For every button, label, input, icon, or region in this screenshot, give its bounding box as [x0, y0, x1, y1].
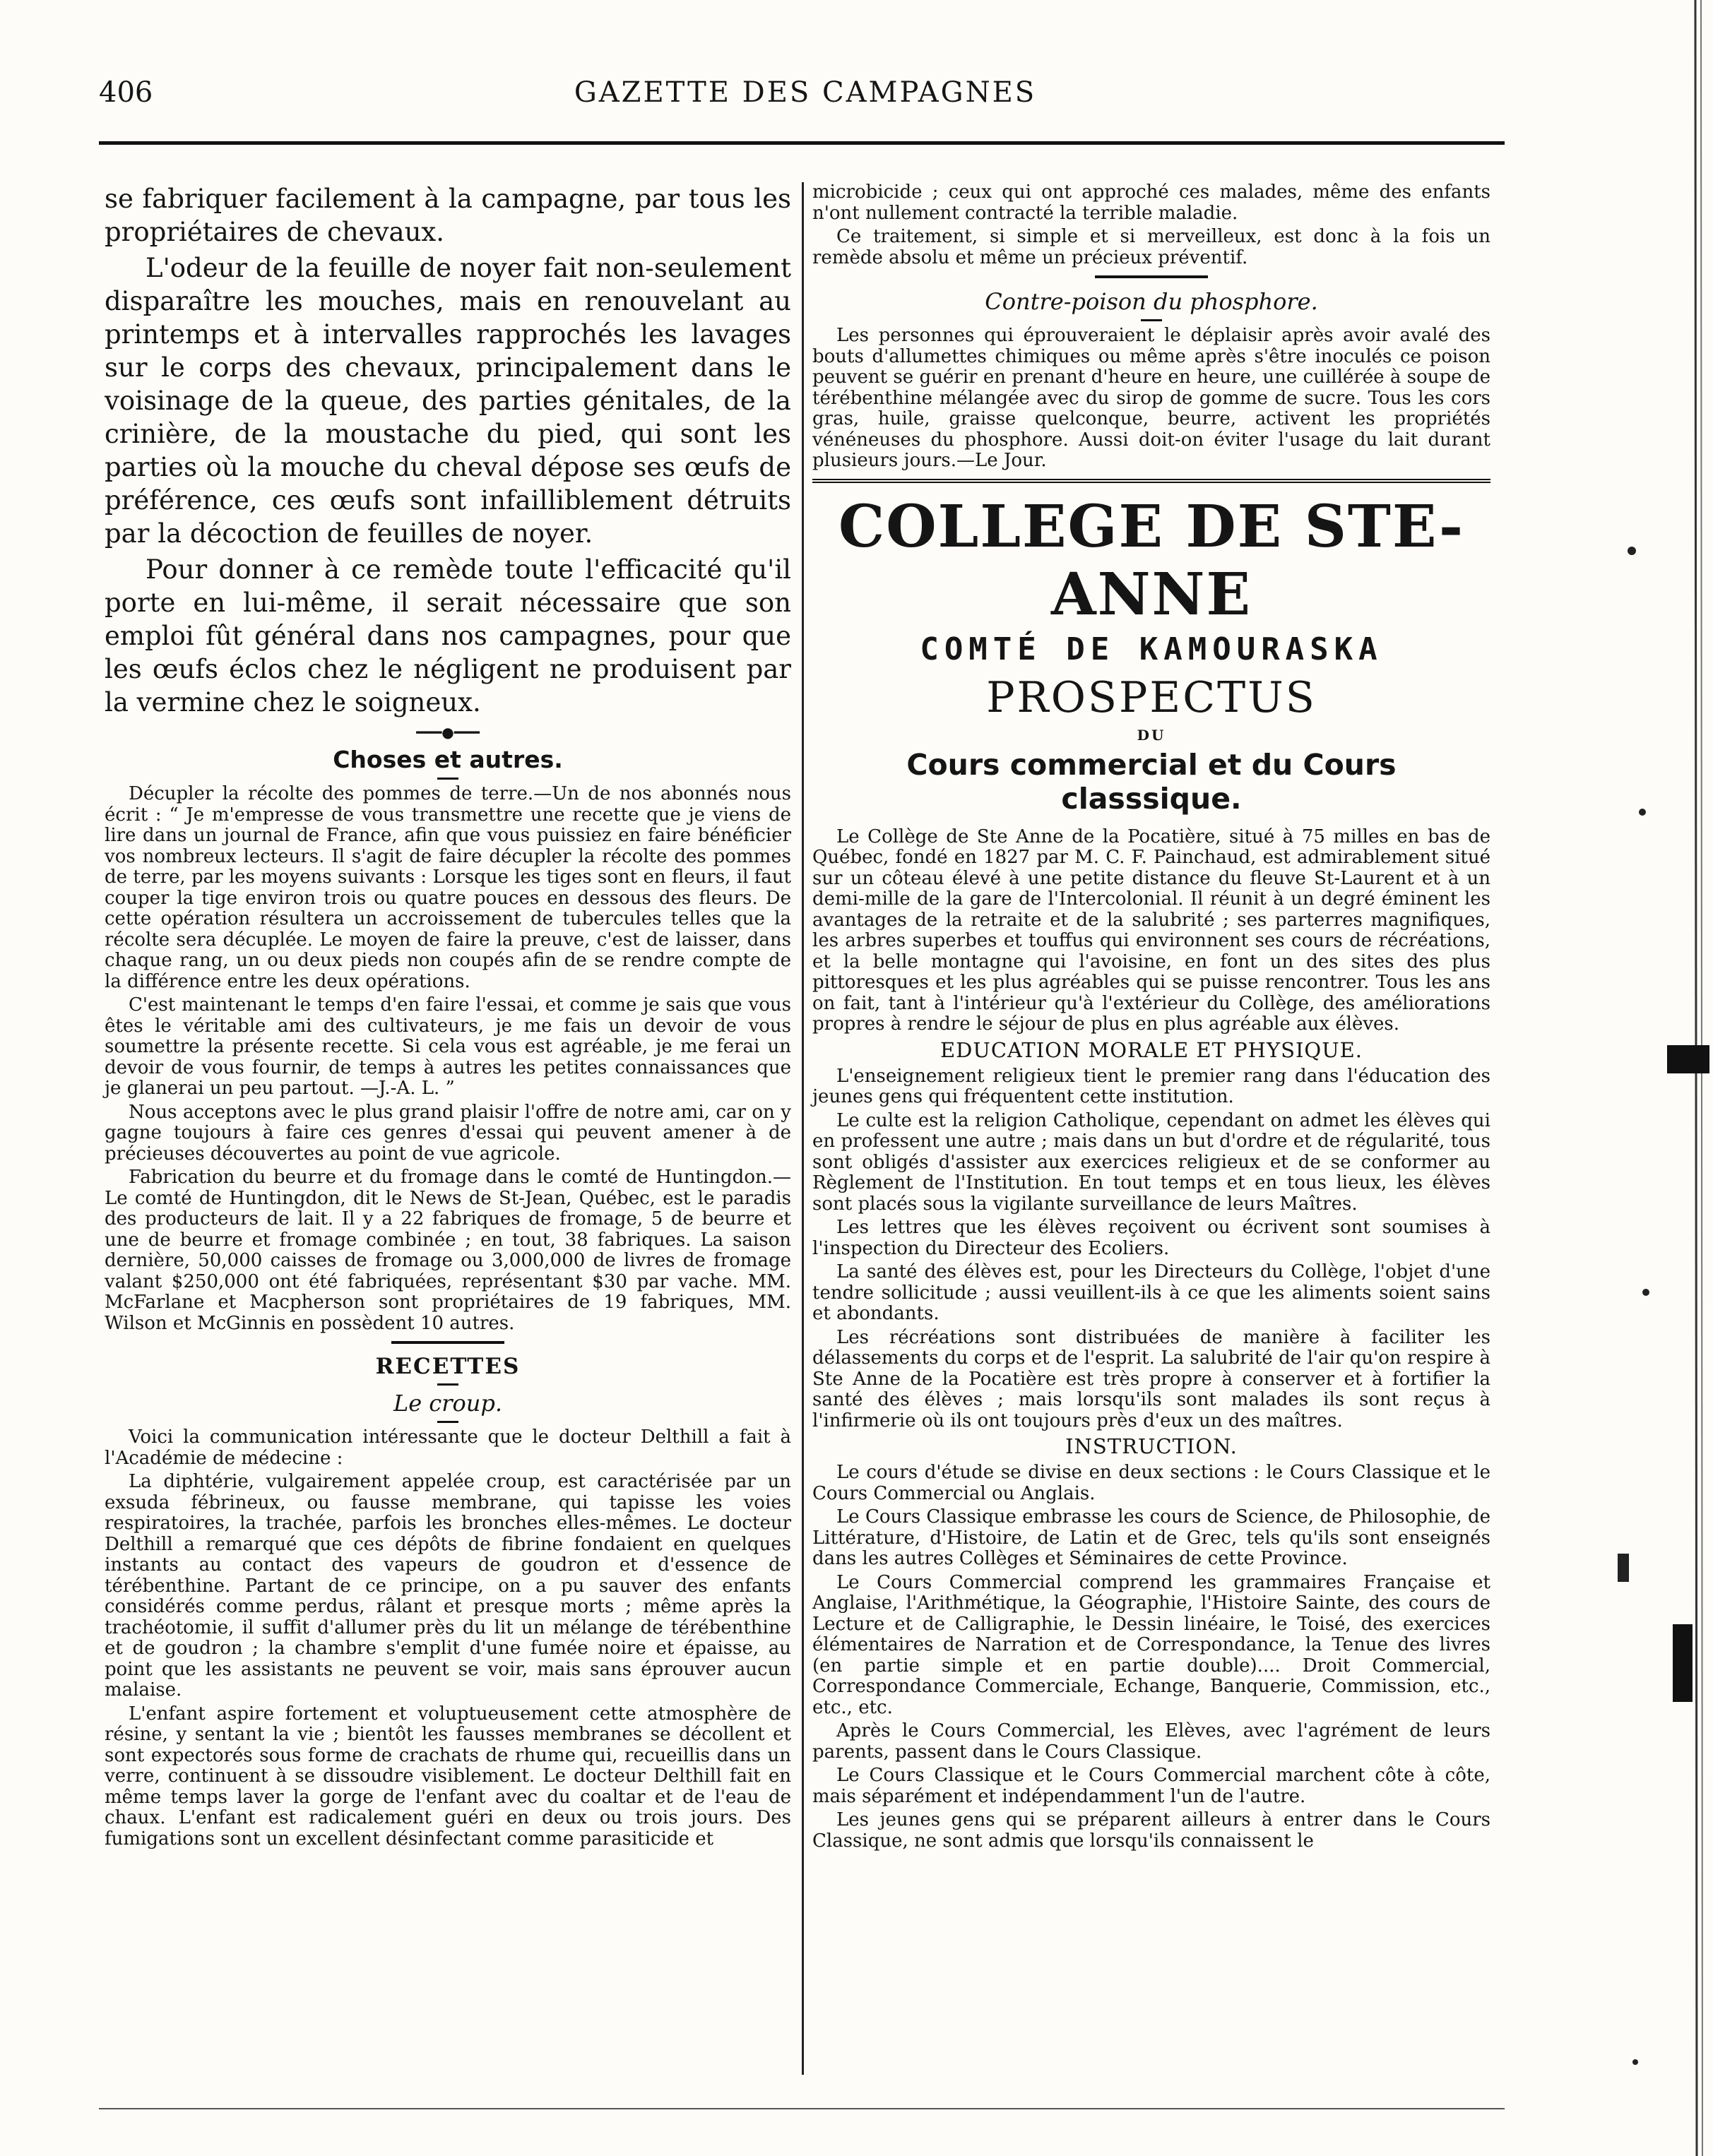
left-column — [105, 182, 791, 1852]
page-number: 406 — [99, 76, 153, 109]
footer-rule — [99, 2108, 1505, 2109]
article-paragraph: C'est maintenant le temps d'en faire l'essai, et comme je sais que vous êtes le véritable ami des cultivateurs, je me fais un devoir de vous soumettre la présente recette. Si cela vous est agréable, je me ferai un devoir de vous fournir, de temps à autres les petites connaissances que je glanerai un peu partout. —J.-A. L. ” — [105, 994, 791, 1099]
article-paragraph: Le culte est la religion Catholique, cependant on admet les élèves qui en professent une autre ; mais dans un but d'ordre et de régularité, tous sont obligés d'assister aux exercices religieux et de se conformer au Règlement de l'Institution. En tout temps et en tous lieux, les élèves sont placés sous la vigilante surveillance de leurs Maîtres. — [812, 1109, 1490, 1215]
article-paragraph: Après le Cours Commercial, les Elèves, avec l'agrément de leurs parents, passent dans le Cours Classique. — [812, 1720, 1490, 1763]
article-paragraph: se fabriquer facilement à la campagne, par tous les propriétaires de chevaux. — [105, 184, 791, 247]
heading-dash — [437, 1383, 458, 1386]
article-paragraph: Nous acceptons avec le plus grand plaisir l'offre de notre ami, car on y gagne toujours à faire ces genres d'essai qui peuvent amener à de précieuses découvertes au point de vue agricole. — [105, 1101, 791, 1165]
advert-du: DU — [1137, 726, 1166, 744]
advert-prospectus: PROSPECTUS — [986, 672, 1317, 722]
section-rule — [1095, 275, 1208, 278]
article-paragraph: Les récréations sont distribuées de manière à faciliter les délassements du corps et de l'esprit. La salubrité de l'air qu'on respire à Ste Anne de la Pocatière est très propre à conserver et à fortifier la santé des élèves ; mais lorsqu'ils sont malades ils sont reçus à l'infirmerie où ils ont toujours près d'eux un des maîtres. — [812, 1326, 1490, 1431]
right-column — [812, 182, 1490, 1854]
advert-subtitle: Cours commercial et du Cours classsique. — [906, 747, 1397, 816]
article-paragraph: Les personnes qui éprouveraient le déplaisir après avoir avalé des bouts d'allumettes chimiques ou même après s'être inoculés ce poison peuvent se guérir en prenant d'heure en heure, une cuillérée à soupe de térébenthine mélangée avec du sirop de gomme de sucre. Tous les cors gras, huile, graisse quelconque, beurre, activent les propriétés vénéneuses du phosphore. Aussi doit-on éviter l'usage du lait durant plusieurs jours.—Le Jour. — [812, 325, 1490, 471]
article-paragraph: La diphtérie, vulgairement appelée croup, est caractérisée par un exsuda fébrineux, ou fausse membrane, qui tapisse les voies respiratoires, la trachée, parfois les bronches elles-mêmes. Le docteur Delthill a remarqué que ces dépôts de fibrine fondaient en quelques instants au contact des vapeurs de goudron et d'essence de térébenthine. Partant de ce principe, on a pu sauver des enfants considérés comme perdus, râlant et presque morts ; même après la trachéotomie, il suffit d'allumer près du lit un mélange de térébenthine et de goudron ; la chambre s'emplit d'une fumée noire et épaisse, au point que les assistants ne peuvent se voir, mais sans éprouver aucun malaise. — [105, 1471, 791, 1701]
advert-rule — [812, 479, 1490, 483]
section-heading-croup: Le croup. — [393, 1390, 503, 1417]
heading-dash — [1141, 319, 1162, 321]
article-paragraph: L'enseignement religieux tient le premier rang dans l'éducation des jeunes gens qui fréquentent cette institution. — [812, 1065, 1490, 1107]
heading-dash — [437, 778, 458, 780]
section-heading-education: EDUCATION MORALE ET PHYSIQUE. — [940, 1037, 1363, 1062]
advert-county: COMTÉ DE KAMOURASKA — [920, 631, 1383, 667]
article-paragraph: Le Cours Classique embrasse les cours de Science, de Philosophie, de Littérature, d'Histoire, de Latin et de Grec, tels qu'ils sont enseignés dans les autres Collèges et Séminaires de cette Province. — [812, 1506, 1490, 1569]
article-paragraph: Le Collège de Ste Anne de la Pocatière, situé à 75 milles en bas de Québec, fondé en 1827 par M. C. F. Painchaud, est admirablement situé sur un côteau élevé à une petite distance du fleuve St-Laurent et à un demi-mille de la gare de l'Intercolonial. Il réunit à un degré éminent les avantages de la retraite et de la salubrité ; ses parterres magnifiques, les arbres superbes et touffus qui environnent ses cours de récréations, et la belle montagne qui l'avoisine, en font un des sites des plus pittoresques et les plus agréables qui se puisse rencontrer. Tous les ans on fait, tant à l'intérieur qu'à l'extérieur du Collège, des améliorations propres à rendre le séjour de plus en plus agréable aux élèves. — [812, 826, 1490, 1035]
heading-dash — [437, 1421, 458, 1423]
section-heading-recettes: RECETTES — [375, 1354, 521, 1379]
article-paragraph: La santé des élèves est, pour les Directeurs du Collège, l'objet d'une tendre sollicitude ; aussi veuillent-ils à ce que les aliments soient sains et abondants. — [812, 1261, 1490, 1324]
section-heading-phosphore: Contre-poison du phosphore. — [985, 288, 1318, 315]
section-heading-instruction: INSTRUCTION. — [1065, 1434, 1238, 1458]
page-title: GAZETTE DES CAMPAGNES — [574, 76, 1037, 109]
section-ornament: ━━━●━━━ — [416, 724, 480, 741]
binding-edge-artifacts — [1604, 0, 1713, 2156]
article-paragraph: L'odeur de la feuille de noyer fait non-seulement disparaître les mouches, mais en renouvelant au printemps et à intervalles rapprochés les lavages sur le corps des chevaux, principalement dans le voisinage de la queue, des parties génitales, de la crinière, de la moustache du pied, qui sont les parties où la mouche du cheval dépose ses œufs de préférence, ces œufs sont infailliblement détruits par la décoction de feuilles de noyer. — [105, 253, 791, 549]
article-paragraph: Le Cours Commercial comprend les grammaires Française et Anglaise, l'Arithmétique, la Géographie, l'Histoire Sainte, des cours de Lecture et de Calligraphie, le Dessin linéaire, le Toisé, des exercices élémentaires de Narration et de Correspondance, la Tenue des livres (en partie simple et en partie double).... Droit Commercial, Correspondance Commerciale, Echange, Banquerie, Commission, etc., etc., etc. — [812, 1571, 1490, 1718]
advert-title: COLLEGE DE STE-ANNE — [838, 492, 1465, 629]
article-paragraph: L'enfant aspire fortement et voluptueusement cette atmosphère de résine, y sentant la vie ; bientôt les fausses membranes se décollent et sont expectorés sous forme de crachats de rhume qui, recueillis dans un verre, continuent à se dissoudre visiblement. Le docteur Delthill fait en même temps laver la gorge de l'enfant avec du coaltar et de l'eau de chaux. L'enfant est radicalement guéri en deux ou trois jours. Des fumigations sont un excellent désinfectant comme parasiticide et — [105, 1703, 791, 1850]
article-paragraph: Pour donner à ce remède toute l'efficacité qu'il porte en lui-même, il serait nécessaire que son emploi fût général dans nos campagnes, pour que les œufs éclos chez le négligent ne produisent par la vermine chez le soigneux. — [105, 554, 791, 717]
section-rule — [391, 1341, 504, 1344]
column-divider — [802, 182, 804, 2075]
section-heading-choses: Choses et autres. — [333, 746, 563, 773]
page-header — [99, 76, 1512, 119]
article-paragraph: microbicide ; ceux qui ont approché ces malades, même des enfants n'ont nullement contracté la terrible maladie. — [812, 181, 1490, 224]
article-paragraph: Le cours d'étude se divise en deux sections : le Cours Classique et le Cours Commercial ou Anglais. — [812, 1462, 1490, 1504]
article-paragraph: Fabrication du beurre et du fromage dans le comté de Huntingdon.—Le comté de Huntingdon, dit le News de St-Jean, Québec, est le paradis des producteurs de lait. Il y a 22 fabriques de fromage, 5 de beurre et une de beurre et fromage combinée ; en tout, 38 fabriques. La saison dernière, 50,000 caisses de fromage ou 3,000,000 de livres de fromage valant $250,000 ont été fabriquées, représentant $30 par vache. MM. McFarlane et Macpherson sont propriétaires de 19 fabriques, MM. Wilson et McGinnis en possèdent 10 autres. — [105, 1167, 791, 1334]
article-paragraph: Le Cours Classique et le Cours Commercial marchent côte à côte, mais séparément et indépendamment l'un de l'autre. — [812, 1765, 1490, 1807]
article-paragraph: Ce traitement, si simple et si merveilleux, est donc à la fois un remède absolu et même un précieux préventif. — [812, 226, 1490, 268]
header-rule — [99, 141, 1505, 145]
article-paragraph: Décupler la récolte des pommes de terre.—Un de nos abonnés nous écrit : “ Je m'empresse de vous transmettre une recette que je viens de lire dans un journal de France, afin que vous puissiez en faire bénéficier vos nombreux lecteurs. Il s'agit de faire décupler la récolte des pommes de terre, par les moyens suivants : Lorsque les tiges sont en fleurs, il faut couper la tige environ trois ou quatre pouces en dessous des fleurs. De cette opération résultera un accroissement de tubercules telles que la récolte sera décuplée. Le moyen de faire la preuve, c'est de laisser, dans chaque rang, un ou deux pieds non coupés afin de se rendre compte de la différence entre les deux opérations. — [105, 783, 791, 992]
article-paragraph: Voici la communication intéressante que le docteur Delthill a fait à l'Académie de médecine : — [105, 1427, 791, 1469]
article-paragraph: Les jeunes gens qui se préparent ailleurs à entrer dans le Cours Classique, ne sont admis que lorsqu'ils connaissent le — [812, 1809, 1490, 1852]
article-paragraph: Les lettres que les élèves reçoivent ou écrivent sont soumises à l'inspection du Directeur des Ecoliers. — [812, 1217, 1490, 1259]
